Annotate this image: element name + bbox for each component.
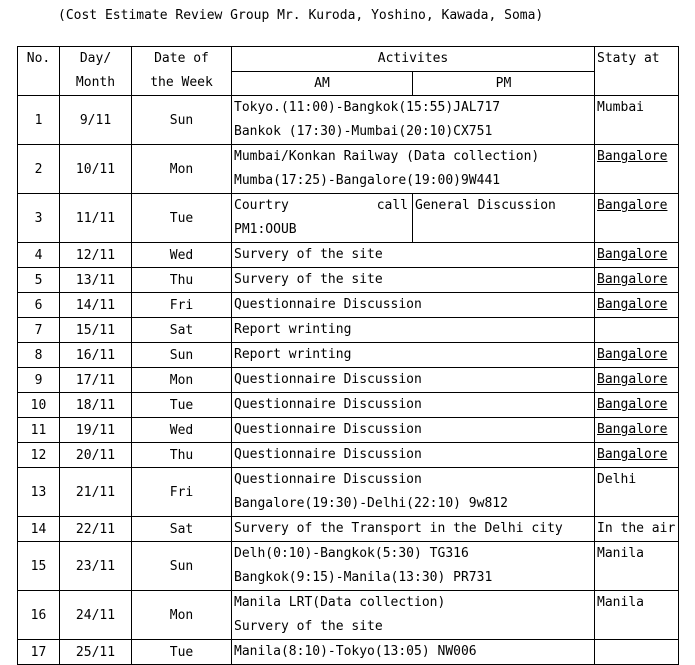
row-stay-at	[595, 243, 679, 268]
stay-location	[597, 318, 678, 342]
stay-location: Bangalore	[597, 422, 668, 437]
row-day-month: 16/11	[60, 343, 132, 368]
row-day-of-week: Sat	[132, 517, 232, 542]
row-number: 14	[18, 517, 60, 542]
activity-pm-line: General Discussion	[415, 198, 556, 213]
table-row	[18, 418, 679, 443]
header-day-line2: Month	[75, 75, 116, 90]
header-day-line1: Day/	[79, 51, 112, 66]
row-stay-at	[595, 468, 679, 517]
activity-line: Manila(8:10)-Tokyo(13:05) NW006	[234, 644, 477, 659]
row-activities	[232, 418, 595, 443]
table-row	[18, 96, 679, 145]
row-day-month: 23/11	[60, 542, 132, 591]
row-day-of-week: Fri	[132, 293, 232, 318]
row-stay-at	[595, 343, 679, 368]
row-stay-at	[595, 194, 679, 243]
row-stay-at	[595, 640, 679, 665]
row-day-month: 20/11	[60, 443, 132, 468]
table-row	[18, 145, 679, 194]
row-day-of-week: Wed	[132, 243, 232, 268]
row-day-month: 24/11	[60, 591, 132, 640]
row-day-month: 14/11	[60, 293, 132, 318]
row-day-month: 11/11	[60, 194, 132, 243]
header-stay-at: Staty at	[595, 47, 679, 96]
row-stay-at	[595, 591, 679, 640]
row-stay-at	[595, 293, 679, 318]
row-day-of-week: Tue	[132, 640, 232, 665]
row-day-month: 25/11	[60, 640, 132, 665]
header-no: No.	[18, 47, 60, 96]
row-stay-at	[595, 418, 679, 443]
row-day-month: 18/11	[60, 393, 132, 418]
activity-line: Questionnaire Discussion	[234, 447, 422, 462]
row-number: 15	[18, 542, 60, 591]
stay-location: Delhi	[597, 472, 637, 487]
row-day-month: 9/11	[60, 96, 132, 145]
row-number: 6	[18, 293, 60, 318]
header-week-line1: Date of	[154, 51, 209, 66]
header-activities: Activites	[232, 47, 595, 72]
activity-line: Mumba(17:25)-Bangalore(19:00)9W441	[234, 173, 501, 188]
row-activities	[232, 343, 595, 368]
row-day-of-week: Mon	[132, 368, 232, 393]
row-day-month: 10/11	[60, 145, 132, 194]
row-day-of-week: Mon	[132, 145, 232, 194]
row-day-of-week: Tue	[132, 393, 232, 418]
document-caption: (Cost Estimate Review Group Mr. Kuroda, Yoshino, Kawada, Soma)	[58, 8, 544, 23]
header-row	[18, 47, 679, 72]
activity-am-word: Courtry	[234, 198, 289, 213]
row-day-of-week: Fri	[132, 468, 232, 517]
row-day-of-week: Sun	[132, 96, 232, 145]
row-number: 7	[18, 318, 60, 343]
row-day-month: 17/11	[60, 368, 132, 393]
row-day-of-week: Sun	[132, 343, 232, 368]
activity-line: Tokyo.(11:00)-Bangkok(15:55)JAL717	[234, 100, 501, 115]
header-pm: PM	[413, 71, 595, 96]
stay-location: Bangalore	[597, 447, 668, 462]
table-row	[18, 293, 679, 318]
activity-line: Questionnaire Discussion	[234, 372, 422, 387]
activity-line: Survery of the site	[234, 247, 383, 262]
row-activities	[232, 468, 595, 517]
stay-location: Mumbai	[597, 100, 644, 115]
row-day-month: 21/11	[60, 468, 132, 517]
stay-location: Bangalore	[597, 149, 668, 164]
stay-location: Bangalore	[597, 397, 668, 412]
stay-location: Bangalore	[597, 198, 668, 213]
row-day-month: 15/11	[60, 318, 132, 343]
table-row	[18, 591, 679, 640]
table-row	[18, 393, 679, 418]
activity-line: Bangkok(9:15)-Manila(13:30) PR731	[234, 570, 493, 585]
row-stay-at	[595, 96, 679, 145]
table-row	[18, 517, 679, 542]
row-number: 11	[18, 418, 60, 443]
activity-line: Report wrinting	[234, 322, 352, 337]
row-day-of-week: Tue	[132, 194, 232, 243]
row-activities	[232, 368, 595, 393]
activity-line: Delh(0:10)-Bangkok(5:30) TG316	[234, 546, 469, 561]
header-day-month	[60, 47, 132, 96]
activity-line: Survery of the site	[234, 272, 383, 287]
table-row	[18, 542, 679, 591]
activity-am-line: PM1:OOUB	[234, 222, 297, 237]
stay-location: Bangalore	[597, 347, 668, 362]
activity-line: Mumbai/Konkan Railway (Data collection)	[234, 149, 540, 164]
itinerary-table	[17, 46, 679, 665]
stay-location: Manila	[597, 595, 644, 610]
row-number: 2	[18, 145, 60, 194]
activity-line: Report wrinting	[234, 347, 352, 362]
header-date-of-week	[132, 47, 232, 96]
table-row	[18, 194, 679, 243]
row-stay-at	[595, 443, 679, 468]
row-number: 5	[18, 268, 60, 293]
row-stay-at	[595, 145, 679, 194]
row-stay-at	[595, 318, 679, 343]
header-am: AM	[232, 71, 413, 96]
row-day-month: 13/11	[60, 268, 132, 293]
row-activities	[232, 517, 595, 542]
stay-location: Bangalore	[597, 372, 668, 387]
activity-line: Questionnaire Discussion	[234, 422, 422, 437]
row-number: 4	[18, 243, 60, 268]
row-activities	[232, 243, 595, 268]
table-row	[18, 640, 679, 665]
activity-line: Bankok (17:30)-Mumbai(20:10)CX751	[234, 124, 493, 139]
row-activities	[232, 96, 595, 145]
activity-am-word: call	[376, 198, 408, 213]
row-number: 17	[18, 640, 60, 665]
activity-line: Questionnaire Discussion	[234, 472, 422, 487]
row-stay-at	[595, 517, 679, 542]
row-day-month: 12/11	[60, 243, 132, 268]
activity-line: Questionnaire Discussion	[234, 297, 422, 312]
row-activities	[232, 318, 595, 343]
row-stay-at	[595, 368, 679, 393]
row-number: 13	[18, 468, 60, 517]
stay-location: Bangalore	[597, 297, 668, 312]
row-activities	[232, 640, 595, 665]
table-row	[18, 243, 679, 268]
row-activities	[232, 293, 595, 318]
stay-location	[597, 640, 678, 664]
table-row	[18, 268, 679, 293]
activity-line: Bangalore(19:30)-Delhi(22:10) 9w812	[234, 496, 508, 511]
row-activities	[232, 393, 595, 418]
table-row	[18, 343, 679, 368]
row-activities	[232, 542, 595, 591]
table-row	[18, 368, 679, 393]
itinerary-body	[18, 96, 679, 665]
row-activity-pm	[413, 194, 595, 243]
stay-location: Bangalore	[597, 247, 668, 262]
row-day-of-week: Thu	[132, 268, 232, 293]
row-activities	[232, 268, 595, 293]
row-number: 10	[18, 393, 60, 418]
row-stay-at	[595, 393, 679, 418]
row-number: 1	[18, 96, 60, 145]
row-day-of-week: Sat	[132, 318, 232, 343]
row-number: 16	[18, 591, 60, 640]
row-activities	[232, 145, 595, 194]
row-day-of-week: Sun	[132, 542, 232, 591]
row-day-of-week: Thu	[132, 443, 232, 468]
header-week-line2: the Week	[150, 75, 213, 90]
row-number: 9	[18, 368, 60, 393]
row-number: 8	[18, 343, 60, 368]
row-activity-am	[232, 194, 413, 243]
stay-location: Bangalore	[597, 272, 668, 287]
row-day-month: 22/11	[60, 517, 132, 542]
row-day-month: 19/11	[60, 418, 132, 443]
row-activities	[232, 443, 595, 468]
table-row	[18, 443, 679, 468]
table-row	[18, 468, 679, 517]
row-day-of-week: Mon	[132, 591, 232, 640]
row-stay-at	[595, 268, 679, 293]
row-stay-at	[595, 542, 679, 591]
activity-line: Survery of the Transport in the Delhi city	[234, 521, 563, 536]
stay-location: In the air	[597, 521, 676, 536]
activity-line: Survery of the site	[234, 619, 383, 634]
row-number: 12	[18, 443, 60, 468]
row-activities	[232, 591, 595, 640]
row-day-of-week: Wed	[132, 418, 232, 443]
activity-line: Manila LRT(Data collection)	[234, 595, 446, 610]
table-row	[18, 318, 679, 343]
activity-line: Questionnaire Discussion	[234, 397, 422, 412]
stay-location: Manila	[597, 546, 644, 561]
activity-am-line	[234, 194, 412, 218]
row-number: 3	[18, 194, 60, 243]
